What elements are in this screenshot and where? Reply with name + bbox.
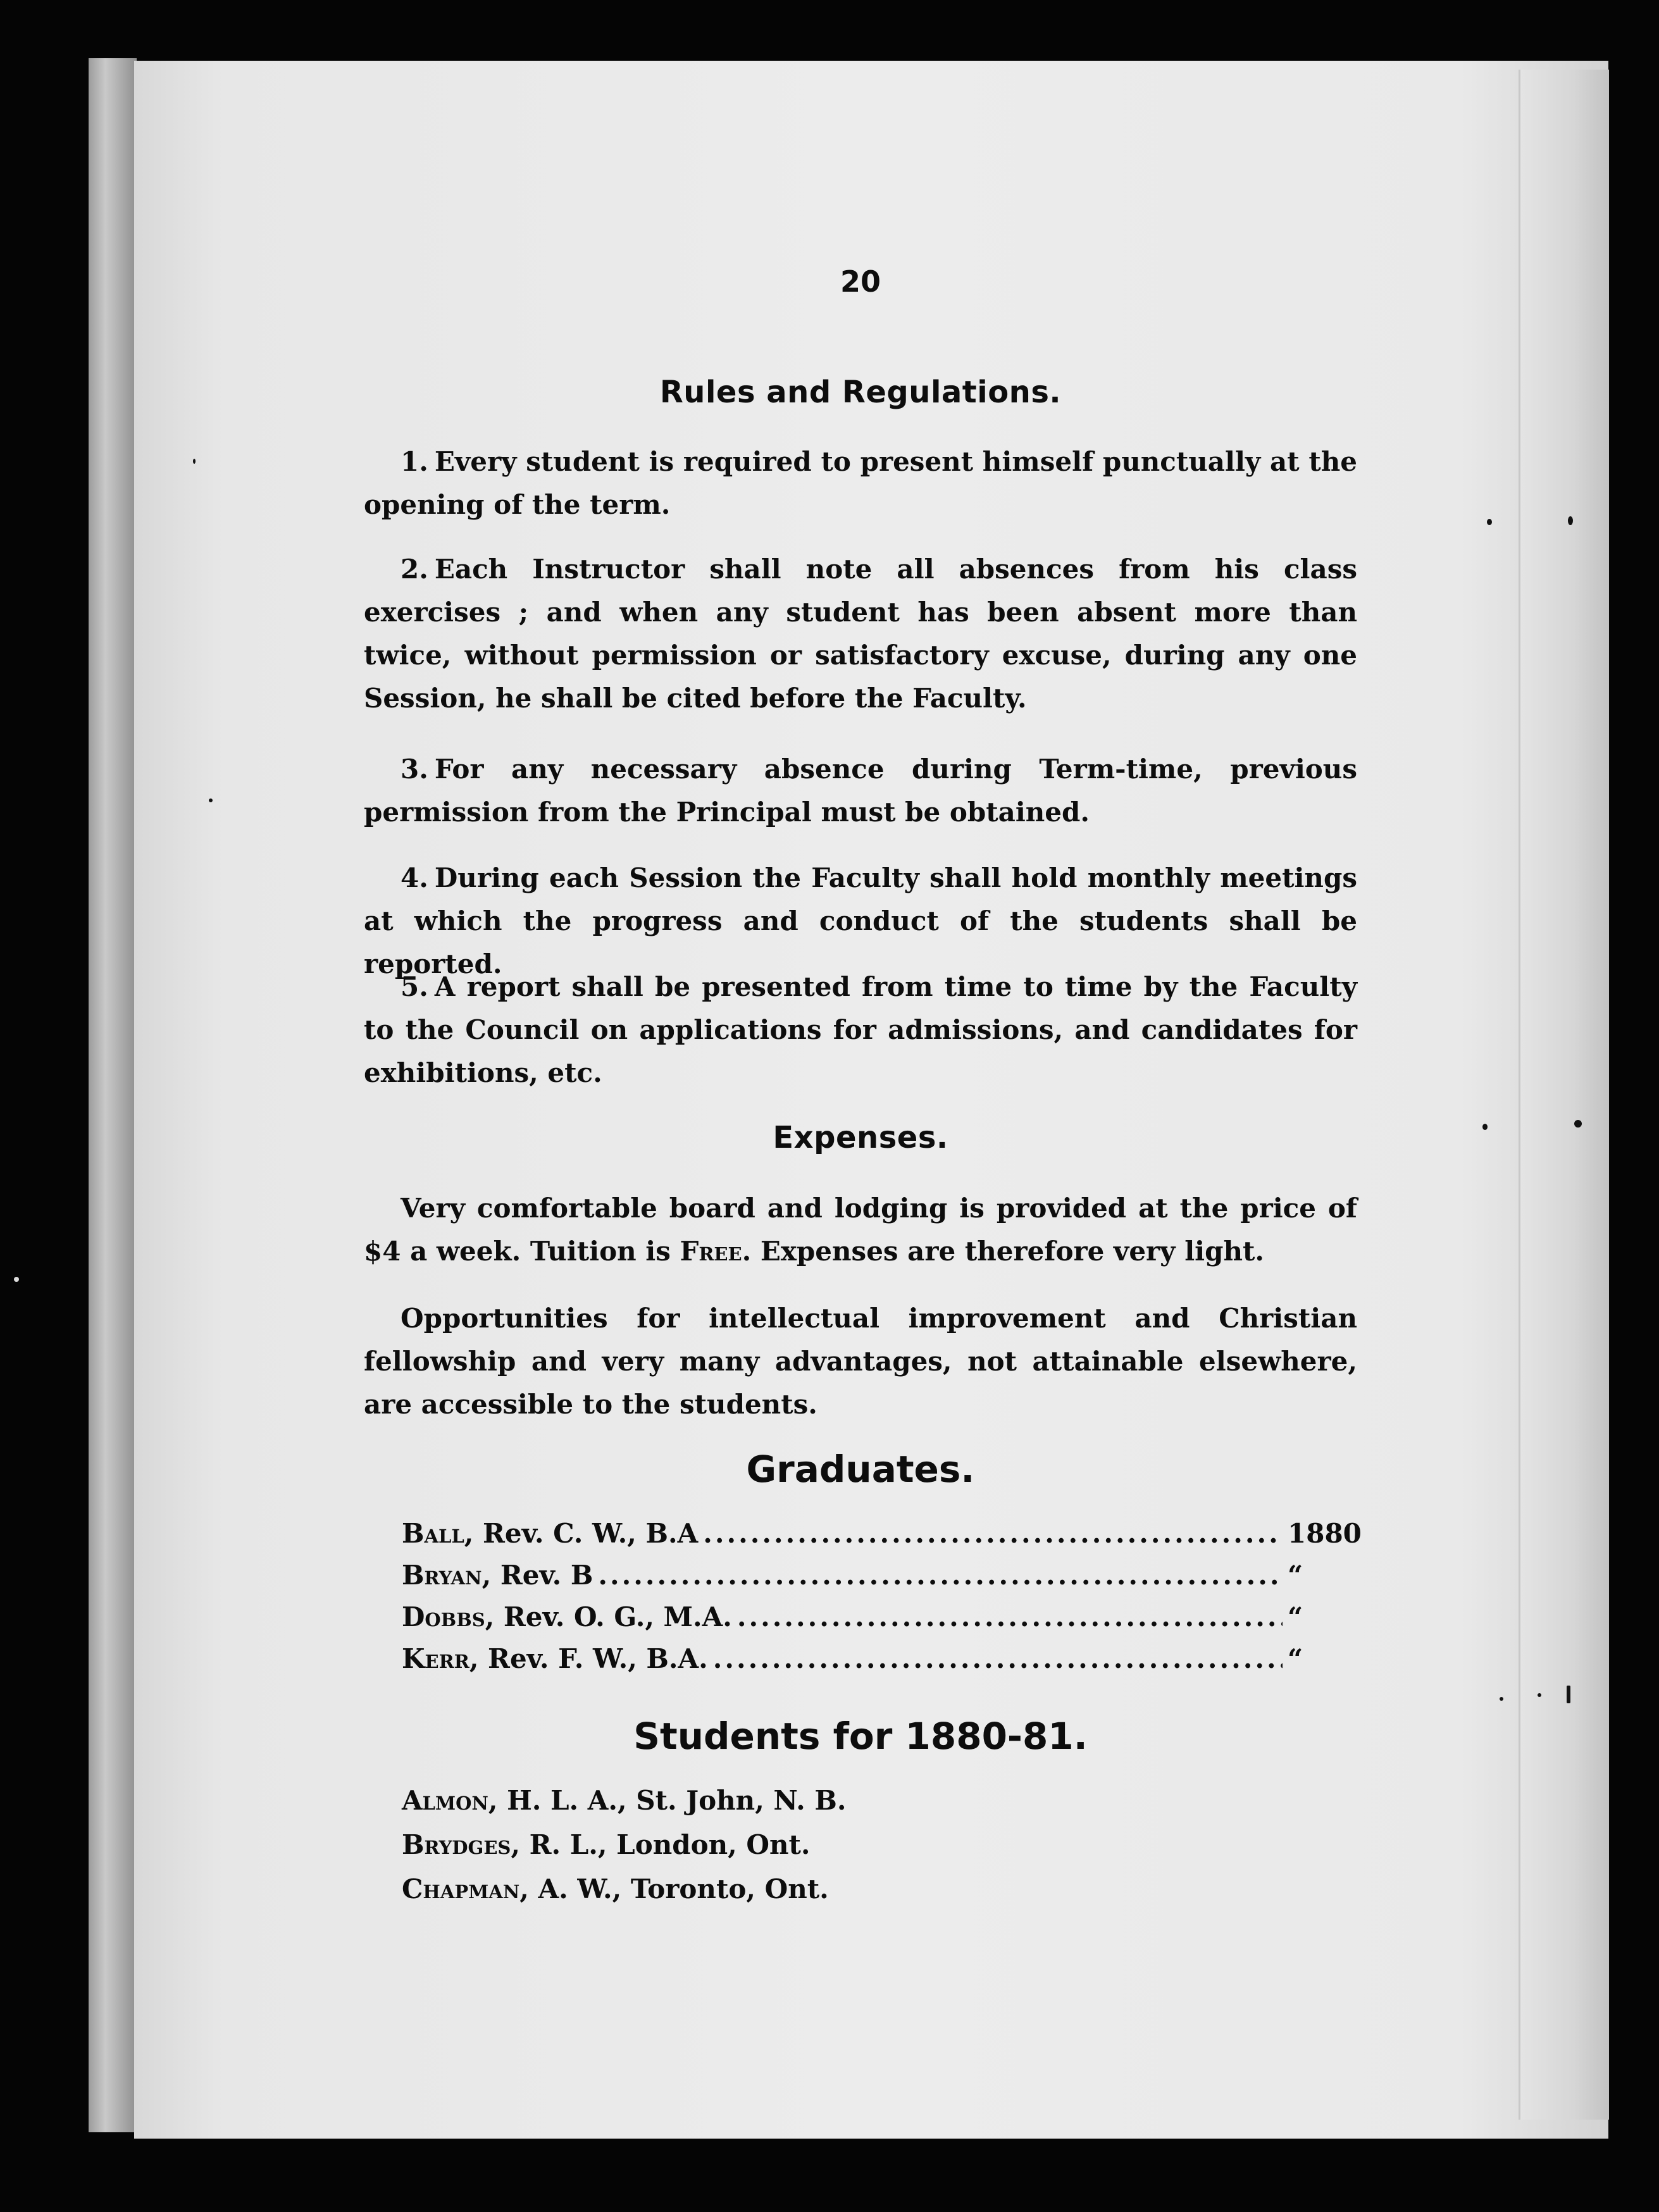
book-spine-edge [89,58,137,2132]
graduates-heading: Graduates. [746,1448,975,1491]
graduate-year: “ [1288,1643,1303,1674]
rule-item-2 [364,548,1357,720]
graduate-details: , Rev. C. W., B.A [464,1518,699,1549]
scan-speck [14,1277,19,1282]
student-details: , A. W., Toronto, Ont. [519,1873,829,1904]
facing-page-edge [1519,70,1609,2120]
graduate-details: , Rev. O. G., M.A. [485,1601,732,1632]
rule-number: 3. [401,754,428,785]
graduate-surname: Ball [402,1518,464,1549]
rule-text: For any necessary absence during Term-time, previous permission from the Principal must be obtained. [364,754,1357,828]
scan-speck [1567,1686,1570,1703]
student-surname: Chapman [402,1873,520,1904]
graduate-row [402,1640,1357,1678]
expenses-paragraph [364,1187,1357,1273]
graduate-surname: Dobbs [402,1601,485,1632]
graduate-row [402,1598,1357,1636]
scan-speck [193,459,196,464]
rule-item-3 [364,748,1357,834]
graduate-year: “ [1288,1601,1303,1632]
rules-heading: Rules and Regulations. [659,375,1062,410]
student-row [402,1870,1288,1908]
graduate-row [402,1556,1357,1594]
leader-dots [737,1598,1283,1636]
student-details: , H. L. A., St. John, N. B. [488,1785,847,1816]
leader-dots [713,1640,1283,1678]
rule-text: Each Instructor shall note all absences from his class exercises ; and when any student has been absent more than twice, without permission or satisfactory excuse, during any one Session, he shall be cited before the Faculty. [364,554,1357,714]
student-row [402,1826,1288,1864]
scan-speck [1538,1693,1541,1697]
student-details: , R. L., London, Ont. [511,1829,811,1860]
students-heading: Students for 1880-81. [633,1715,1088,1758]
graduate-details: , Rev. B [482,1560,593,1591]
scan-speck [209,798,213,802]
graduate-year: “ [1288,1560,1303,1591]
leader-dots [598,1556,1283,1594]
graduate-surname: Kerr [402,1643,469,1674]
rule-number: 1. [401,446,428,477]
rule-number: 5. [401,971,428,1002]
rule-text: During each Session the Faculty shall hold monthly meetings at which the progress and conduct of the students shall be reported. [364,862,1357,979]
expenses-text-start: Very comfortable board and lodging is provided at the price of $4 a week. Tuition is [364,1193,1357,1267]
scan-speck [1482,1124,1488,1130]
student-row [402,1782,1288,1820]
rule-number: 2. [401,554,428,585]
expenses-heading: Expenses. [773,1120,948,1155]
graduate-surname: Bryan [402,1560,482,1591]
expenses-text-end: Expenses are therefore very light. [751,1236,1265,1267]
student-surname: Almon [402,1785,488,1816]
scan-speck [1574,1120,1582,1128]
rule-item-5 [364,966,1357,1095]
scan-speck [1487,519,1492,525]
scan-speck [1500,1697,1503,1701]
graduate-year: 1880 [1288,1518,1362,1549]
rule-number: 4. [401,862,428,893]
graduate-details: , Rev. F. W., B.A. [469,1643,708,1674]
rule-text: Every student is required to present himself punctually at the opening of the term. [364,446,1357,520]
rule-text: A report shall be presented from time to time by the Faculty to the Council on applications for admissions, and candidates for exhibitions, etc. [364,971,1357,1088]
leader-dots [703,1515,1283,1553]
graduate-row [402,1515,1362,1553]
scan-speck [1568,516,1573,525]
free-label: Free. [680,1236,752,1267]
page-number: 20 [840,264,881,299]
rule-item-1 [364,440,1357,526]
opportunities-paragraph: Opportunities for intellectual improvement and Christian fellowship and very many advantages, not attainable elsewhere, are accessible to the students. [364,1303,1357,1420]
student-surname: Brydges [402,1829,511,1860]
